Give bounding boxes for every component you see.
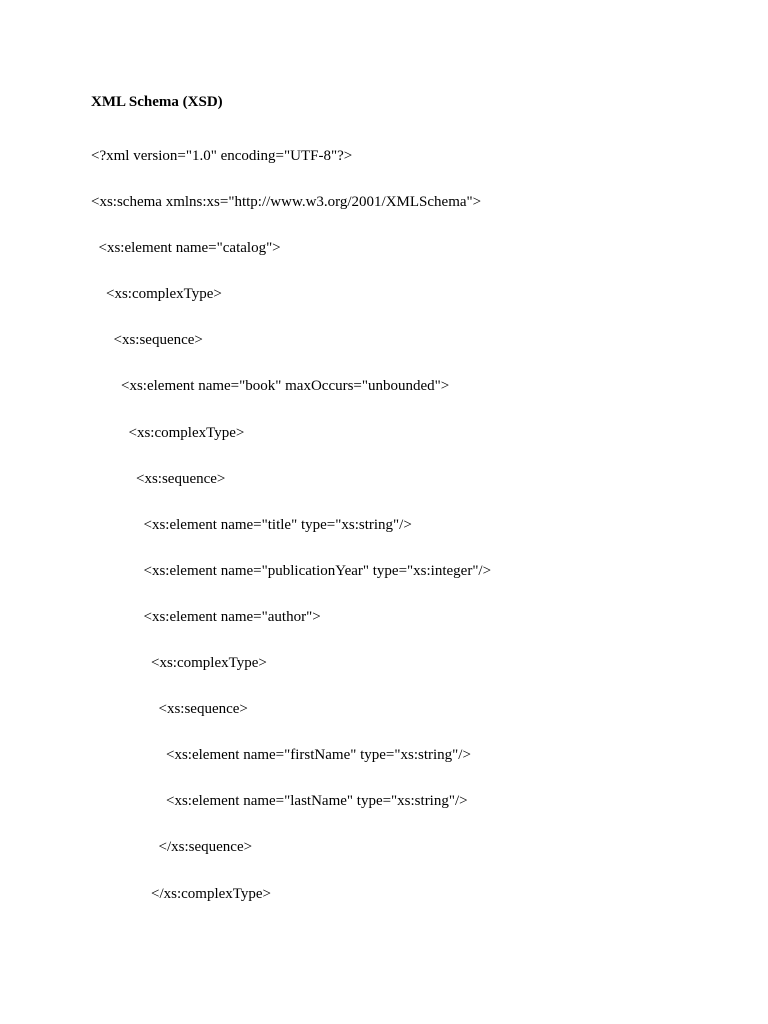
document-heading: XML Schema (XSD) (91, 94, 223, 110)
code-line: <?xml version="1.0" encoding="UTF-8"?> (91, 148, 353, 164)
code-line: <xs:sequence> (91, 332, 203, 349)
code-line: <xs:element name="publicationYear" type="xs:integer"/> (91, 562, 492, 579)
code-line: <xs:element name="book" maxOccurs="unbounded"> (91, 378, 450, 395)
code-line: <xs:element name="catalog"> (91, 240, 281, 257)
code-line: <xs:complexType> (91, 655, 267, 672)
code-line: <xs:element name="author"> (91, 608, 321, 625)
code-line: <xs:schema xmlns:xs="http://www.w3.org/2001/XMLSchema"> (91, 194, 482, 211)
code-line: <xs:sequence> (91, 470, 226, 487)
code-line: <xs:element name="lastName" type="xs:string"/> (91, 793, 468, 810)
xsd-code-block (91, 146, 491, 930)
code-line: <xs:element name="firstName" type="xs:string"/> (91, 747, 471, 764)
code-line: <xs:sequence> (91, 701, 248, 718)
code-line: <xs:complexType> (91, 424, 245, 441)
code-line: </xs:sequence> (91, 839, 253, 856)
code-line: </xs:complexType> (91, 885, 272, 902)
code-line: <xs:complexType> (91, 286, 222, 303)
code-line: <xs:element name="title" type="xs:string"/> (91, 516, 412, 533)
